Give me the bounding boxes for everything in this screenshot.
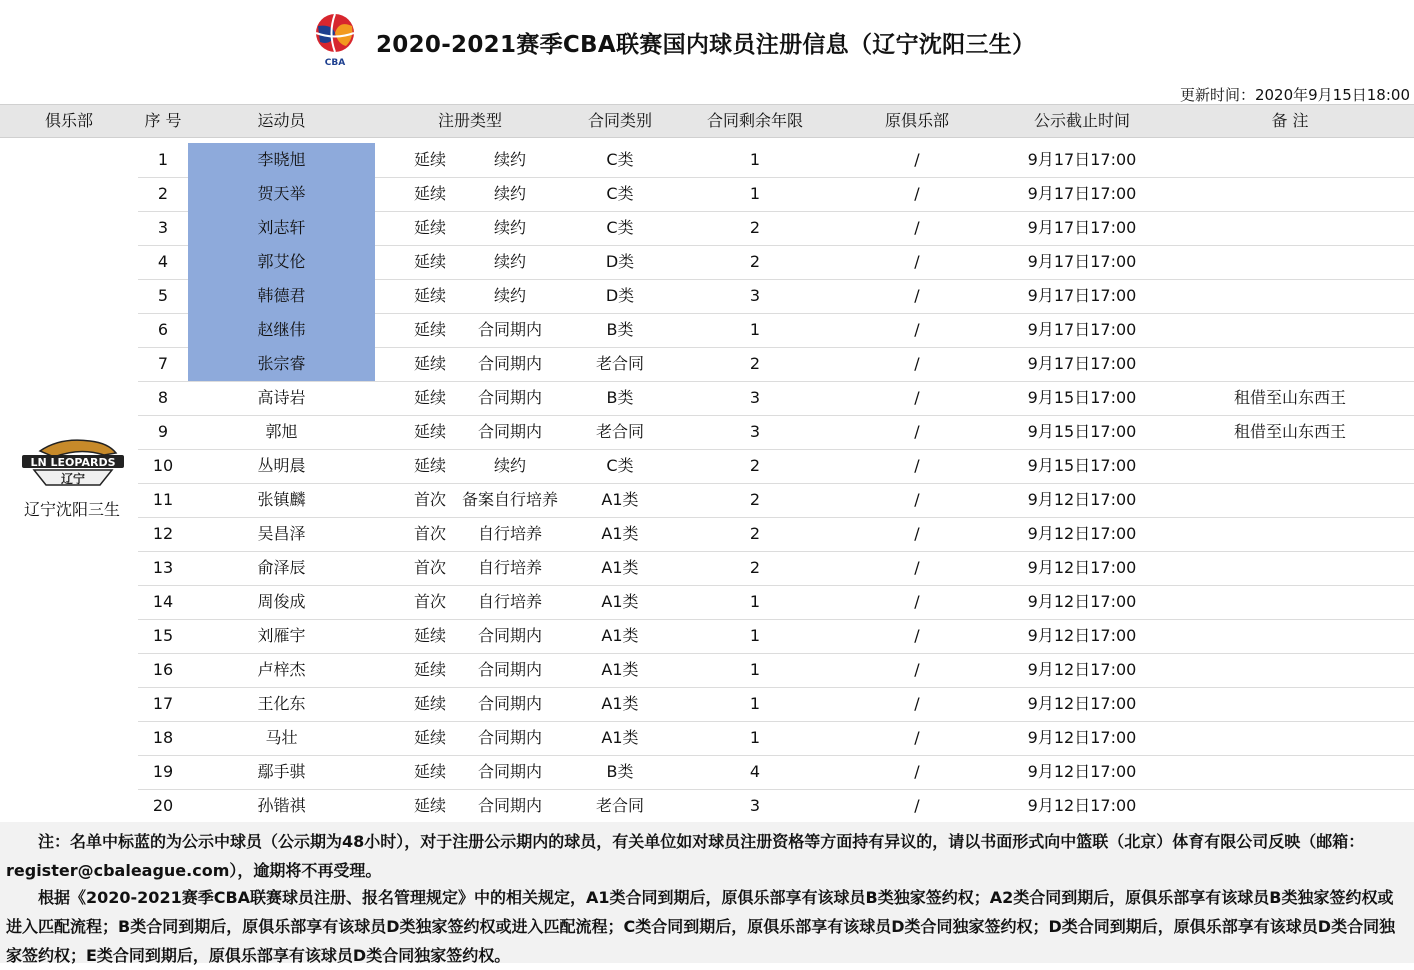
cell-contract-cat: A1类 (601, 626, 639, 645)
cell-reg-subtype: 续约 (493, 456, 526, 475)
cell-prev-club: / (914, 490, 920, 509)
table-row (138, 211, 1414, 246)
cell-contract-cat: D类 (605, 252, 635, 271)
cell-player-name: 卢梓杰 (257, 660, 306, 679)
table-row (138, 449, 1414, 484)
cell-reg-type: 延续 (413, 762, 446, 781)
leopard-logo-icon (20, 437, 126, 487)
cell-contract-cat: B类 (606, 388, 634, 407)
cell-player-name: 高诗岩 (257, 388, 306, 407)
cell-contract-cat: A1类 (601, 490, 639, 509)
cell-prev-club: / (914, 796, 920, 815)
cell-contract-cat: C类 (606, 218, 634, 237)
note-2: 根据《2020-2021赛季CBA联赛球员注册、报名管理规定》中的相关规定，A1类合同到期后，原俱乐部享有该球员B类独家签约权；A2类合同到期后，原俱乐部享有该球员B类独家签约权或进入匹配流程；B类合同到期后，原俱乐部享有该球员D类独家签约权或进入匹配流程；C类合同到期后，原俱乐部享有该球员D类合同独家签约权；D类合同到期后，原俱乐部享有该球员D类合同独家签约权；E类合同到期后，原俱乐部享有该球员D类合同独家签约权。 (6, 888, 1396, 965)
cell-deadline: 9月17日17:00 (1027, 218, 1137, 237)
cell-prev-club: / (914, 524, 920, 543)
cell-player-name: 吴昌泽 (257, 524, 306, 543)
cell-note (1170, 517, 1410, 551)
cell-note (1170, 619, 1410, 653)
cell-reg-type: 延续 (413, 660, 446, 679)
cell-deadline: 9月17日17:00 (1027, 150, 1137, 169)
cell-reg-subtype: 合同期内 (477, 762, 542, 781)
col-deadline: 公示截止时间 (1033, 111, 1130, 130)
table-row (138, 347, 1414, 382)
table-row (138, 415, 1414, 450)
cell-player-name: 张宗睿 (188, 347, 375, 381)
cell-reg-subtype: 备案自行培养 (461, 490, 558, 509)
cell-note (1170, 245, 1410, 279)
cell-deadline: 9月12日17:00 (1027, 524, 1137, 543)
cell-reg-type: 延续 (413, 286, 446, 305)
table-row (138, 483, 1414, 518)
cell-player-name: 张镇麟 (257, 490, 306, 509)
cell-no: 19 (152, 762, 174, 781)
cell-deadline: 9月12日17:00 (1027, 762, 1137, 781)
cell-reg-subtype: 自行培养 (477, 592, 542, 611)
cell-no: 11 (152, 490, 174, 509)
col-no: 序 号 (144, 111, 182, 130)
cell-years: 3 (749, 796, 761, 815)
cell-years: 2 (749, 218, 761, 237)
cell-years: 1 (749, 660, 761, 679)
notes-section (0, 822, 1414, 963)
cell-no: 4 (157, 252, 169, 271)
cell-deadline: 9月15日17:00 (1027, 456, 1137, 475)
cell-no: 5 (157, 286, 169, 305)
cell-prev-club: / (914, 422, 920, 441)
table-row (138, 653, 1414, 688)
cell-contract-cat: A1类 (601, 524, 639, 543)
cell-contract-cat: 老合同 (595, 422, 644, 441)
cell-years: 1 (749, 592, 761, 611)
col-club: 俱乐部 (44, 111, 93, 130)
cell-deadline: 9月12日17:00 (1027, 592, 1137, 611)
cell-player-name: 俞泽辰 (257, 558, 306, 577)
cell-reg-type: 延续 (413, 184, 446, 203)
cell-player-name: 郭艾伦 (188, 245, 375, 279)
cell-player-name: 鄢手骐 (257, 762, 306, 781)
cell-prev-club: / (914, 218, 920, 237)
cell-no: 12 (152, 524, 174, 543)
cell-note: 租借至山东西王 (1233, 422, 1346, 441)
cell-deadline: 9月15日17:00 (1027, 422, 1137, 441)
cell-prev-club: / (914, 694, 920, 713)
cell-reg-subtype: 续约 (493, 218, 526, 237)
cell-no: 2 (157, 184, 169, 203)
cell-no: 15 (152, 626, 174, 645)
cell-reg-subtype: 合同期内 (477, 796, 542, 815)
cell-player-name: 韩德君 (188, 279, 375, 313)
cell-deadline: 9月12日17:00 (1027, 626, 1137, 645)
cell-deadline: 9月12日17:00 (1027, 694, 1137, 713)
club-cell (0, 137, 138, 821)
cell-reg-subtype: 合同期内 (477, 660, 542, 679)
cell-reg-type: 延续 (413, 626, 446, 645)
cell-years: 3 (749, 286, 761, 305)
cell-note (1170, 279, 1410, 313)
cell-years: 2 (749, 490, 761, 509)
svg-text:LN LEOPARDS: LN LEOPARDS (30, 456, 116, 469)
cell-no: 1 (157, 150, 169, 169)
cell-note (1170, 143, 1410, 177)
cell-player-name: 马壮 (265, 728, 298, 747)
cell-reg-type: 首次 (413, 490, 446, 509)
cell-reg-subtype: 自行培养 (477, 558, 542, 577)
cell-contract-cat: A1类 (601, 728, 639, 747)
cell-contract-cat: B类 (606, 762, 634, 781)
cell-prev-club: / (914, 456, 920, 475)
cell-reg-subtype: 合同期内 (477, 694, 542, 713)
cell-years: 1 (749, 728, 761, 747)
cell-player-name: 王化东 (257, 694, 306, 713)
cell-player-name: 郭旭 (265, 422, 298, 441)
cell-prev-club: / (914, 660, 920, 679)
cell-deadline: 9月12日17:00 (1027, 558, 1137, 577)
cell-reg-subtype: 合同期内 (477, 320, 542, 339)
table-row (138, 143, 1414, 178)
cell-note (1170, 551, 1410, 585)
cell-no: 7 (157, 354, 169, 373)
cell-years: 4 (749, 762, 761, 781)
cell-reg-type: 延续 (413, 422, 446, 441)
cell-note (1170, 721, 1410, 755)
cell-reg-type: 首次 (413, 558, 446, 577)
cell-no: 18 (152, 728, 174, 747)
cell-reg-subtype: 合同期内 (477, 354, 542, 373)
cell-years: 2 (749, 558, 761, 577)
cell-deadline: 9月17日17:00 (1027, 320, 1137, 339)
cell-years: 3 (749, 422, 761, 441)
cell-no: 8 (157, 388, 169, 407)
cell-prev-club: / (914, 150, 920, 169)
cell-no: 6 (157, 320, 169, 339)
cell-note (1170, 789, 1410, 823)
cell-note (1170, 483, 1410, 517)
cell-reg-type: 延续 (413, 150, 446, 169)
cell-years: 2 (749, 354, 761, 373)
cell-reg-type: 延续 (413, 456, 446, 475)
cell-deadline: 9月12日17:00 (1027, 796, 1137, 815)
cell-prev-club: / (914, 558, 920, 577)
cell-no: 20 (152, 796, 174, 815)
cell-contract-cat: A1类 (601, 558, 639, 577)
table-row (138, 619, 1414, 654)
table-row (138, 721, 1414, 756)
cell-no: 17 (152, 694, 174, 713)
cell-years: 2 (749, 252, 761, 271)
cell-contract-cat: C类 (606, 456, 634, 475)
cell-player-name: 贺天举 (188, 177, 375, 211)
cell-contract-cat: C类 (606, 150, 634, 169)
cell-years: 1 (749, 184, 761, 203)
cell-years: 2 (749, 456, 761, 475)
cell-prev-club: / (914, 286, 920, 305)
cell-reg-type: 延续 (413, 252, 446, 271)
cell-deadline: 9月12日17:00 (1027, 728, 1137, 747)
cell-deadline: 9月17日17:00 (1027, 286, 1137, 305)
table-row (138, 687, 1414, 722)
cell-contract-cat: 老合同 (595, 354, 644, 373)
cell-reg-type: 延续 (413, 694, 446, 713)
col-reg-type: 注册类型 (437, 111, 502, 130)
cell-reg-type: 延续 (413, 796, 446, 815)
svg-text:辽宁: 辽宁 (60, 472, 86, 486)
cell-years: 2 (749, 524, 761, 543)
cell-deadline: 9月17日17:00 (1027, 184, 1137, 203)
cell-contract-cat: A1类 (601, 694, 639, 713)
cell-contract-cat: A1类 (601, 592, 639, 611)
cell-reg-type: 延续 (413, 388, 446, 407)
cell-years: 3 (749, 388, 761, 407)
page-header (0, 0, 1414, 80)
table-row (138, 313, 1414, 348)
cell-reg-subtype: 续约 (493, 184, 526, 203)
cell-no: 10 (152, 456, 174, 475)
cell-player-name: 孙锴祺 (257, 796, 306, 815)
col-prev-club: 原俱乐部 (884, 111, 949, 130)
table-row (138, 177, 1414, 212)
cell-player-name: 刘志轩 (188, 211, 375, 245)
cell-contract-cat: B类 (606, 320, 634, 339)
table-row (138, 789, 1414, 824)
col-notes: 备 注 (1271, 111, 1309, 130)
cba-logo-icon (312, 12, 358, 68)
cell-deadline: 9月12日17:00 (1027, 660, 1137, 679)
cell-no: 16 (152, 660, 174, 679)
cell-note (1170, 313, 1410, 347)
cell-deadline: 9月17日17:00 (1027, 354, 1137, 373)
cell-prev-club: / (914, 388, 920, 407)
cell-deadline: 9月12日17:00 (1027, 490, 1137, 509)
cell-player-name: 周俊成 (257, 592, 306, 611)
cell-reg-subtype: 合同期内 (477, 728, 542, 747)
cell-reg-type: 延续 (413, 320, 446, 339)
cell-deadline: 9月15日17:00 (1027, 388, 1137, 407)
page-title: 2020-2021赛季CBA联赛国内球员注册信息（辽宁沈阳三生） (376, 32, 1036, 58)
svg-text:CBA: CBA (324, 58, 346, 68)
cell-prev-club: / (914, 626, 920, 645)
table-row (138, 755, 1414, 790)
cell-contract-cat: 老合同 (595, 796, 644, 815)
cell-prev-club: / (914, 252, 920, 271)
cell-years: 1 (749, 626, 761, 645)
table-row (138, 381, 1414, 416)
note-1: 注：名单中标蓝的为公示中球员（公示期为48小时），对于注册公示期内的球员，有关单位如对球员注册资格等方面持有异议的，请以书面形式向中篮联（北京）体育有限公司反映（邮箱：register@cbaleague.com），逾期将不再受理。 (6, 832, 1365, 880)
table-row (138, 245, 1414, 280)
cell-reg-subtype: 合同期内 (477, 388, 542, 407)
cell-prev-club: / (914, 728, 920, 747)
cell-player-name: 李晓旭 (188, 143, 375, 177)
cell-player-name: 丛明晨 (257, 456, 306, 475)
cell-prev-club: / (914, 320, 920, 339)
cell-contract-cat: C类 (606, 184, 634, 203)
cell-reg-type: 延续 (413, 218, 446, 237)
cell-reg-subtype: 续约 (493, 150, 526, 169)
cell-player-name: 赵继伟 (188, 313, 375, 347)
cell-reg-type: 延续 (413, 728, 446, 747)
col-contract-cat: 合同类别 (587, 111, 652, 130)
club-name: 辽宁沈阳三生 (23, 500, 120, 519)
table-row (138, 585, 1414, 620)
cell-note (1170, 653, 1410, 687)
cell-years: 1 (749, 150, 761, 169)
cell-reg-subtype: 合同期内 (477, 422, 542, 441)
table-row (138, 279, 1414, 314)
cell-note (1170, 449, 1410, 483)
cell-prev-club: / (914, 592, 920, 611)
cell-reg-type: 延续 (413, 354, 446, 373)
cell-note (1170, 687, 1410, 721)
cell-years: 1 (749, 320, 761, 339)
cell-reg-subtype: 自行培养 (477, 524, 542, 543)
cell-deadline: 9月17日17:00 (1027, 252, 1137, 271)
cell-prev-club: / (914, 762, 920, 781)
cell-note (1170, 755, 1410, 789)
table-row (138, 517, 1414, 552)
cell-prev-club: / (914, 354, 920, 373)
cell-contract-cat: D类 (605, 286, 635, 305)
cell-years: 1 (749, 694, 761, 713)
cell-no: 13 (152, 558, 174, 577)
cell-no: 14 (152, 592, 174, 611)
cell-note (1170, 585, 1410, 619)
col-player: 运动员 (257, 111, 306, 130)
cell-note (1170, 177, 1410, 211)
table-row (138, 551, 1414, 586)
table-header (0, 104, 1414, 138)
cell-note (1170, 211, 1410, 245)
cell-no: 3 (157, 218, 169, 237)
cell-note (1170, 347, 1410, 381)
update-time: 更新时间：2020年9月15日18:00 (1179, 86, 1410, 104)
cell-reg-type: 首次 (413, 524, 446, 543)
cell-reg-subtype: 续约 (493, 252, 526, 271)
cell-reg-subtype: 续约 (493, 286, 526, 305)
cell-note: 租借至山东西王 (1233, 388, 1346, 407)
cell-no: 9 (157, 422, 169, 441)
cell-contract-cat: A1类 (601, 660, 639, 679)
cell-reg-subtype: 合同期内 (477, 626, 542, 645)
cell-reg-type: 首次 (413, 592, 446, 611)
cell-player-name: 刘雁宇 (257, 626, 306, 645)
col-years: 合同剩余年限 (706, 111, 803, 130)
cell-prev-club: / (914, 184, 920, 203)
